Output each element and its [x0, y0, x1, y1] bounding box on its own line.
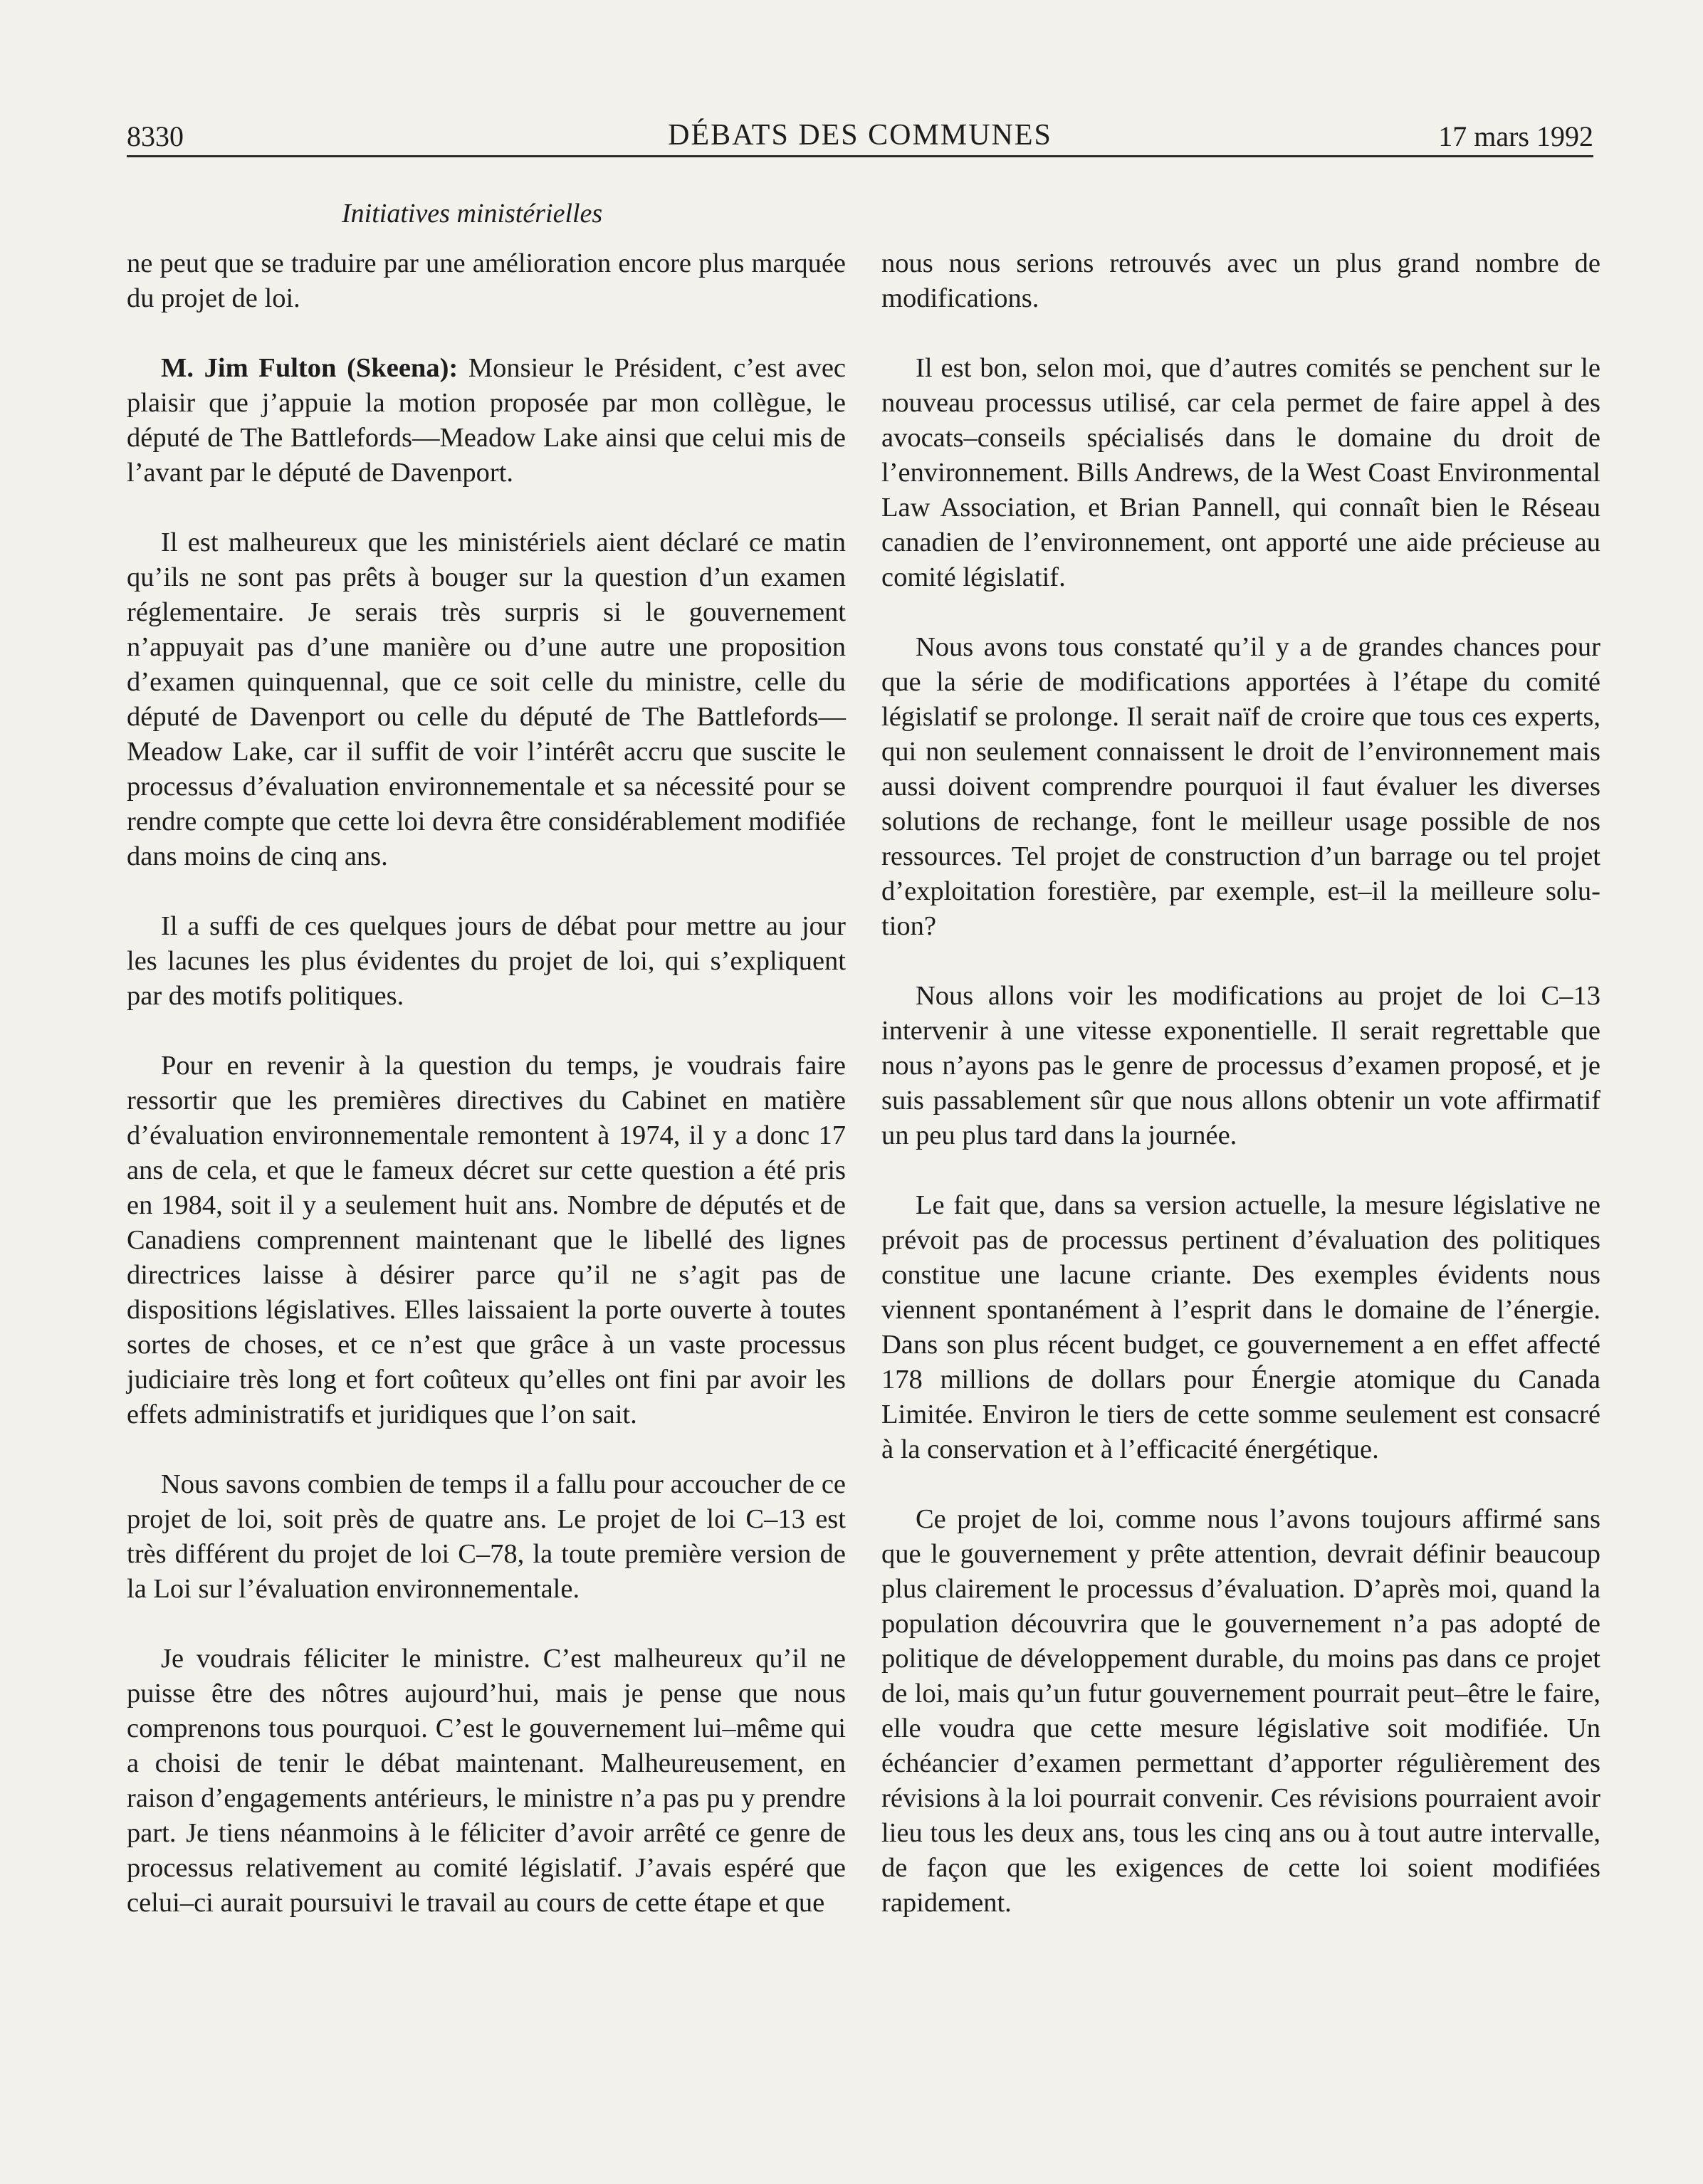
left-column	[127, 246, 846, 1921]
paragraph: Nous avons tous constaté qu’il y a de grandes chances pour que la série de modifications apportées à l’étape du comité législatif se prolonge. Il serait naïf de croire que tous ces experts, qui non seulement connaissent le droit de l’environnement mais aussi doivent comprendre pourquoi il faut évaluer les diverses solutions de rechange, font le meilleur usage possible de nos ressources. Tel projet de construction d’un barrage ou tel projet d’exploitation forestière, par exemple, est–il la meilleure solution?	[881, 632, 1600, 941]
page-header	[127, 114, 1593, 157]
page-number: 8330	[127, 120, 184, 152]
speaker-paragraph	[127, 351, 846, 490]
speaker-name: M. Jim Fulton (Skeena):	[161, 353, 459, 383]
paragraph: Nous savons combien de temps il a fallu pour accoucher de ce projet de loi, soit près de quatre ans. Le projet de loi C–13 est très différent du projet de loi C–78, la toute première version de la Loi sur l’évaluation environnementale.	[127, 1469, 846, 1604]
paragraph: Pour en revenir à la question du temps, je voudrais faire ressortir que les premières directives du Cabinet en matière d’évaluation environnementale remontent à 1974, il y a donc 17 ans de cela, et que le fameux décret sur cette question a été pris en 1984, soit il y a seulement huit ans. Nombre de députés et de Canadiens comprennent maintenant que le libellé des lignes directrices laisse à désirer parce qu’il ne s’agit pas de dispositions législatives. Elles laissaient la porte ouverte à toutes sortes de choses, et ce n’est que grâce à un vaste processus judiciaire très long et fort coûteux qu’elles ont fini par avoir les effets administratifs et juridiques que l’on sait.	[127, 1051, 846, 1429]
paragraph: Le fait que, dans sa version actuelle, la mesure législative ne prévoit pas de processus pertinent d’évaluation des politiques constitue une lacune criante. Des exemples évidents nous viennent spontanément à l’esprit dans le domaine de l’énergie. Dans son plus récent budget, ce gouvernement a en effet affecté 178 millions de dollars pour Énergie atomique du Canada Limitée. Environ le tiers de cette somme seulement est consacré à la conservation et à l’efficacité énergétique.	[881, 1190, 1600, 1464]
header-date: 17 mars 1992	[1438, 120, 1593, 152]
paragraph: Il est malheureux que les ministériels aient déclaré ce matin qu’ils ne sont pas prêts à bouger sur la question d’un examen réglementaire. Je serais très surpris si le gouvernement n’appuyait pas d’une manière ou d’une autre une proposition d’examen quinquennal, que ce soit celle du ministre, celle du député de Davenport ou celle du député de The Battlefords—Meadow Lake, car il suffit de voir l’intérêt accru que suscite le processus d’évaluation environnementale et sa nécessité pour se rendre compte que cette loi devra être considérablement modifiée dans moins de cinq ans.	[127, 527, 846, 871]
paragraph: Il a suffi de ces quelques jours de débat pour mettre au jour les lacunes les plus évidentes du projet de loi, qui s’expliquent par des motifs politiques.	[127, 911, 846, 1011]
paragraph: Il est bon, selon moi, que d’autres comités se penchent sur le nouveau processus utilisé, car cela permet de faire appel à des avocats–conseils spécialisés dans le domaine du droit de l’environnement. Bills Andrews, de la West Coast Environmental Law Association, et Brian Pannell, qui connaît bien le Réseau canadien de l’environnement, ont apporté une aide précieuse au comité législatif.	[881, 353, 1600, 592]
header-rule	[127, 155, 1593, 157]
paragraph: Ce projet de loi, comme nous l’avons toujours affirmé sans que le gouvernement y prête attention, devrait définir beaucoup plus clairement le processus d’évaluation. D’après moi, quand la population découvrira que le gouvernement n’a pas adopté de politique de développement durable, du moins pas dans ce projet de loi, mais qu’un futur gouvernement pourrait peut–être le faire, elle voudra que cette mesure législative soit modifiée. Un échéancier d’examen permettant d’apporter régulièrement des révisions à la loi pourrait convenir. Ces révisions pourraient avoir lieu tous les deux ans, tous les cinq ans ou à tout autre intervalle, de façon que les exigences de cette loi soient modifiées rapidement.	[881, 1504, 1600, 1918]
paragraph: nous nous serions retrouvés avec un plus grand nombre de modifications.	[881, 248, 1600, 313]
paragraph: ne peut que se traduire par une amélioration encore plus marquée du projet de loi.	[127, 248, 846, 313]
journal-title: DÉBATS DES COMMUNES	[668, 119, 1052, 152]
right-column	[881, 246, 1600, 1921]
speech-text: Monsieur le Président, c’est avec plaisir que j’appuie la motion proposée par mon collègue, le député de The Battlefords—Meadow Lake ainsi que celui mis de l’avant par le député de Davenport.	[127, 353, 846, 488]
paragraph: Je voudrais féliciter le ministre. C’est malheureux qu’il ne puisse être des nôtres aujourd’hui, mais je pense que nous comprenons tous pourquoi. C’est le gouvernement lui–même qui a choisi de tenir le débat maintenant. Malheureusement, en raison d’engagements antérieurs, le ministre n’a pas pu y prendre part. Je tiens néanmoins à le féliciter d’avoir arrêté ce genre de processus relativement au comité législatif. J’avais espéré que celui–ci aurait poursuivi le travail au cours de cette étape et que	[127, 1644, 846, 1918]
paragraph: Nous allons voir les modifications au projet de loi C–13 intervenir à une vitesse exponentielle. Il serait regrettable que nous n’ayons pas le genre de processus d’examen proposé, et je suis passablement sûr que nous allons obtenir un vote affirmatif un peu plus tard dans la journée.	[881, 981, 1600, 1150]
section-heading: Initiatives ministérielles	[342, 199, 603, 229]
